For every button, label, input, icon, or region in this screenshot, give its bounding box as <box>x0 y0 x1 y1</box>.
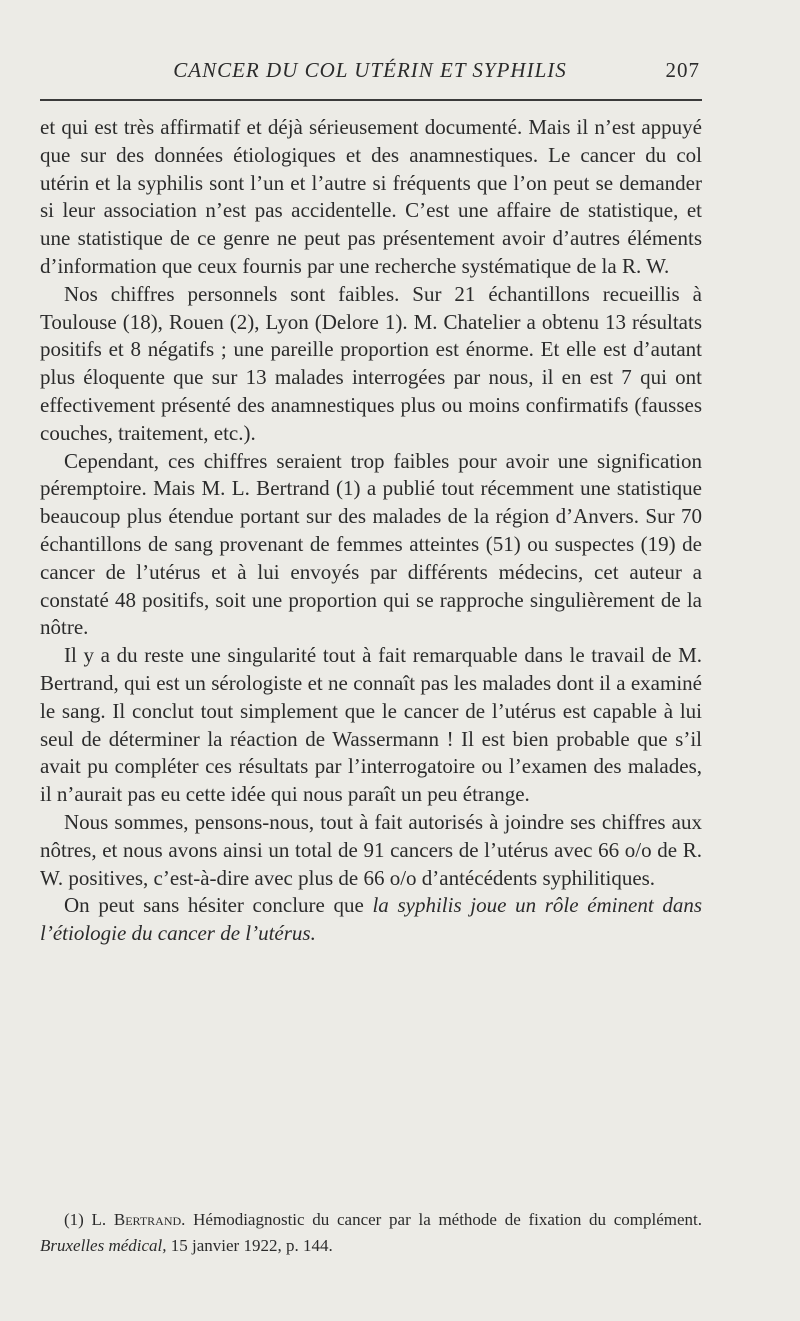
header-rule <box>40 99 702 101</box>
footnote-reference: (1) <box>336 476 361 501</box>
footnote-marker: (1) <box>64 1210 84 1229</box>
paragraph-2: Nos chiffres personnels sont faibles. Sur 21 échantillons recueillis à Toulouse (18), Rouen (2), Lyon (Delore 1). M. Chatelier a obtenu 13 résultats positifs et 8 négatifs ; une pareille proportion est énorme. Et elle est d’autant plus éloquente que sur 13 malades interrogées par nous, il en est 7 qui ont effectivement présenté des anamnestiques plus ou moins confirmatifs (fausses couches, traitement, etc.). <box>40 281 702 445</box>
main-text <box>40 114 702 948</box>
footnote-author: L. Bertrand. <box>91 1210 186 1229</box>
paragraph-4: Il y a du reste une singularité tout à fait remarquable dans le travail de M. Bertrand, qui est un sérologiste et ne connaît pas les malades dont il a examiné le sang. Il conclut tout simplement que le cancer de l’utérus est capable à lui seul de déterminer la réaction de Wassermann ! Il est bien probable que s’il avait pu compléter ces résultats par l’interrogatoire ou l’examen des malades, il n’aurait pas eu cette idée qui nous paraît un peu étrange. <box>40 643 702 807</box>
paragraph-3-text-b: a publié tout récemment une statistique beaucoup plus étendue portant sur des malades de la région d’Anvers. Sur 70 échantillons de sang provenant de femmes atteintes (51) ou suspectes (19) de cancer de l’utérus et à lui envoyés par différents médecins, cet auteur a constaté 48 positifs, soit une proportion qui se rapproche singulièrement de la nôtre. <box>40 476 702 640</box>
footnote-date: 15 janvier 1922, p. 144. <box>170 1236 333 1255</box>
paragraph-5: Nous sommes, pensons-nous, tout à fait autorisés à joindre ses chiffres aux nôtres, et nous avons ainsi un total de 91 cancers de l’utérus avec 66 o/o de R. W. positives, c’est-à-dire avec plus de 66 o/o d’antécédents syphilitiques. <box>40 809 702 890</box>
conclusion-italic: la syphilis joue un rôle éminent dans l’étiologie du cancer de l’utérus. <box>40 893 702 946</box>
running-title: CANCER DU COL UTÉRIN ET SYPHILIS <box>173 58 567 82</box>
footnote-text: Hémodiagnostic du cancer par la méthode de fixation du complément. <box>193 1210 703 1229</box>
paragraph-1: et qui est très affirmatif et déjà sérieusement documenté. Mais il n’est appuyé que sur des données étiologiques et des anamnestiques. Le cancer du col utérin et la syphilis sont l’un et l’autre si fréquents que l’on peut se demander si leur association n’est pas accidentelle. C’est une affaire de statistique, et une statistique de ce genre ne peut pas présentement avoir d’autres éléments d’information que ceux fournis par une recherche systématique de la R. W. <box>40 115 702 278</box>
paragraph-3-text-a: Cependant, ces chiffres seraient trop faibles pour avoir une signification péremptoire. Mais M. L. Bertrand <box>40 448 702 501</box>
paragraph-3 <box>40 448 702 643</box>
footnote-journal: Bruxelles médical, <box>40 1236 167 1255</box>
footnote <box>40 1207 702 1259</box>
paragraph-6 <box>40 892 702 948</box>
paragraph-6-text: On peut sans hésiter conclure que <box>64 893 373 918</box>
page-header <box>40 58 700 90</box>
page-number: 207 <box>665 58 700 82</box>
